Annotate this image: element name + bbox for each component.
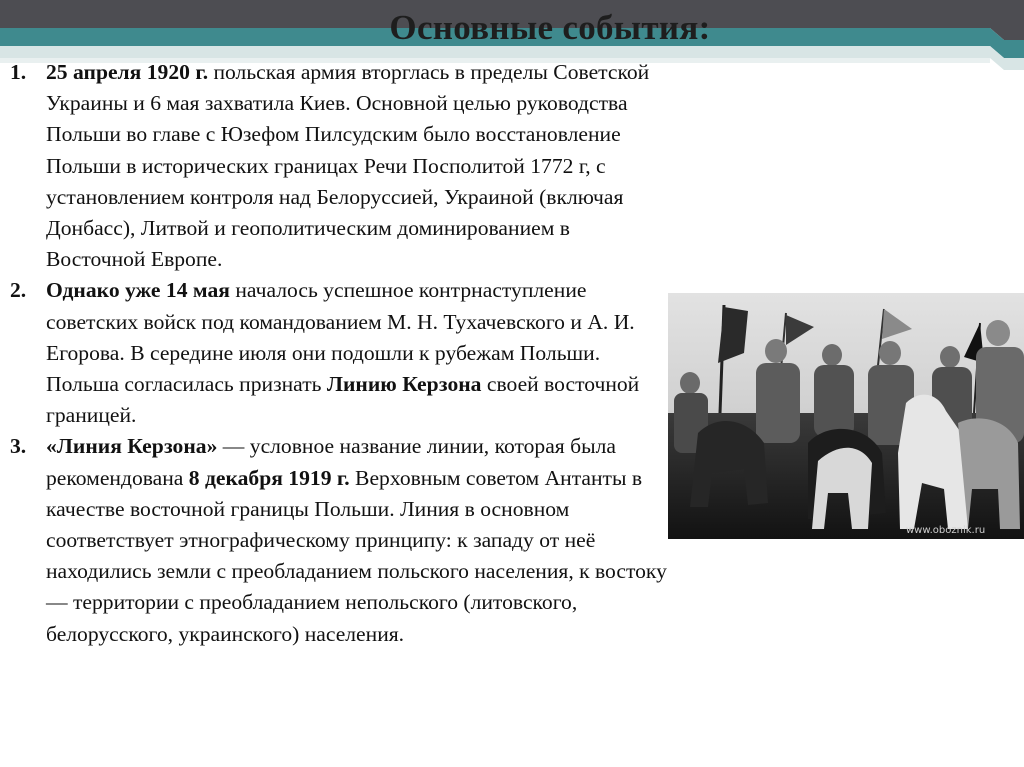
item-number: 1.: [10, 60, 27, 84]
item-text: Верховным советом Антанты в качестве восточной границы Польши. Линия в основном соответствует этнографическому принципу: к западу от неё находились земли с преобладанием польского населения, к востоку — территории с преобладанием непольского (литовского, белорусского, украинского) населения.: [46, 465, 667, 646]
item-date: 8 декабря 1919 г.: [188, 465, 350, 490]
item-date: Однако уже 14 мая: [46, 278, 230, 303]
list-item: [10, 431, 670, 649]
photo-watermark: www.oboznik.ru: [906, 525, 986, 536]
slide-title: Основные события:: [389, 8, 711, 47]
cavalry-photo-illustration: [668, 293, 1024, 539]
list-item: [10, 57, 670, 275]
item-text: — условное название линии, которая была рекомендована: [46, 434, 616, 490]
item-number: 2.: [10, 278, 27, 303]
item-highlight: Линию Керзона: [326, 372, 482, 397]
historical-photo: [668, 293, 1024, 539]
item-date: 25 апреля 1920 г.: [46, 60, 209, 84]
item-highlight: «Линия Керзона»: [46, 434, 218, 459]
events-list: [10, 57, 670, 650]
item-text: польская армия вторглась в пределы Советской Украины и 6 мая захватила Киев. Основной целью руководства Польши во главе с Юзефом Пилсудским было восстановление Польши в исторических границах Речи Посполитой 1772 г, с установлением контроля над Белоруссией, Украиной (включая Донбасс), Литвой и геополитическим доминированием в Восточной Европе.: [46, 60, 650, 272]
item-text: своей восточной границей.: [46, 372, 640, 428]
item-number: 3.: [10, 434, 27, 459]
item-text: началось успешное контрнаступление советских войск под командованием М. Н. Тухачевского и А. И. Егорова. В середине июля они подошли к рубежам Польши. Польша согласилась признать: [46, 278, 635, 397]
list-item: [10, 275, 670, 431]
